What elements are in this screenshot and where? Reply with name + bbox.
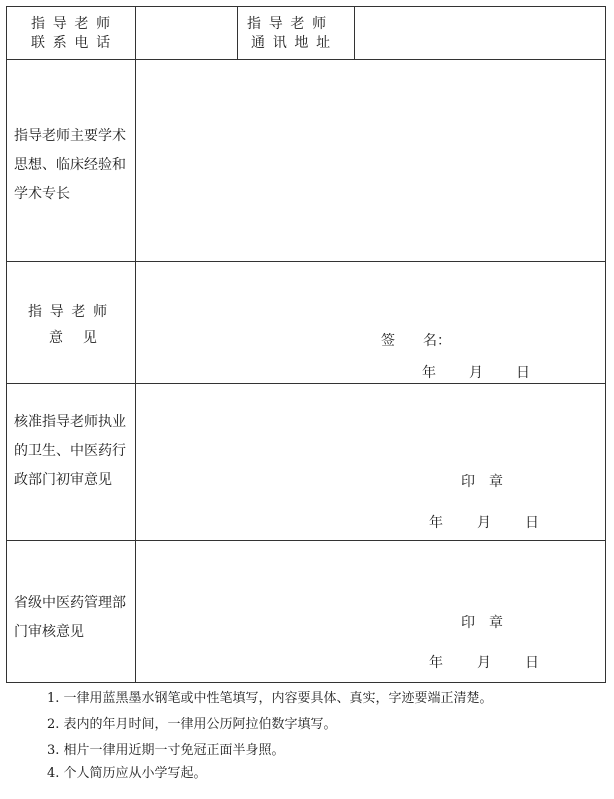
preliminary-date-year: 年 [429,515,443,531]
provincial-review-label: 省级中医药管理部门审核意见 [14,595,126,640]
note-item: 2. 表内的年月时间，一律用公历阿拉伯数字填写。 [47,717,337,732]
opinion-date-month: 月 [469,365,483,381]
preliminary-date-month: 月 [477,515,491,531]
opinion-label-line2: 意 见 [49,330,105,346]
contact-phone-field[interactable] [139,9,233,57]
contact-phone-label-line2: 联系电话 [31,35,118,51]
row-divider [7,59,605,60]
row-divider [7,540,605,541]
opinion-field[interactable] [139,265,601,379]
opinion-date-day: 日 [516,365,530,381]
note-item: 1. 一律用蓝黑墨水钢笔或中性笔填写，内容要具体、真实，字迹要端正清楚。 [47,691,493,706]
address-field[interactable] [358,9,602,57]
contact-phone-label-line1: 指导老师 [31,16,118,32]
preliminary-date-day: 日 [525,515,539,531]
opinion-label-line1: 指导老师 [28,304,115,320]
mentor-form-table [6,6,606,683]
provincial-date-year: 年 [429,655,443,671]
preliminary-seal-label: 印 章 [461,474,503,490]
academic-expertise-label: 指导老师主要学术思想、临床经验和学术专长 [14,128,126,202]
address-label-line1: 指导老师 [247,16,334,32]
column-divider [135,7,136,682]
row-divider [7,261,605,262]
preliminary-review-label: 核准指导老师执业的卫生、中医药行政部门初审意见 [14,414,126,488]
signature-label: 签 名： [381,333,451,349]
provincial-seal-label: 印 章 [461,615,503,631]
address-label-line2: 通讯地址 [251,35,338,51]
column-divider [354,7,355,59]
note-item: 4. 个人简历应从小学写起。 [47,766,207,781]
column-divider [237,7,238,59]
note-item: 3. 相片一律用近期一寸免冠正面半身照。 [47,743,285,758]
provincial-date-day: 日 [525,655,539,671]
opinion-date-year: 年 [422,365,436,381]
academic-expertise-field[interactable] [139,63,601,257]
row-divider [7,383,605,384]
provincial-date-month: 月 [477,655,491,671]
